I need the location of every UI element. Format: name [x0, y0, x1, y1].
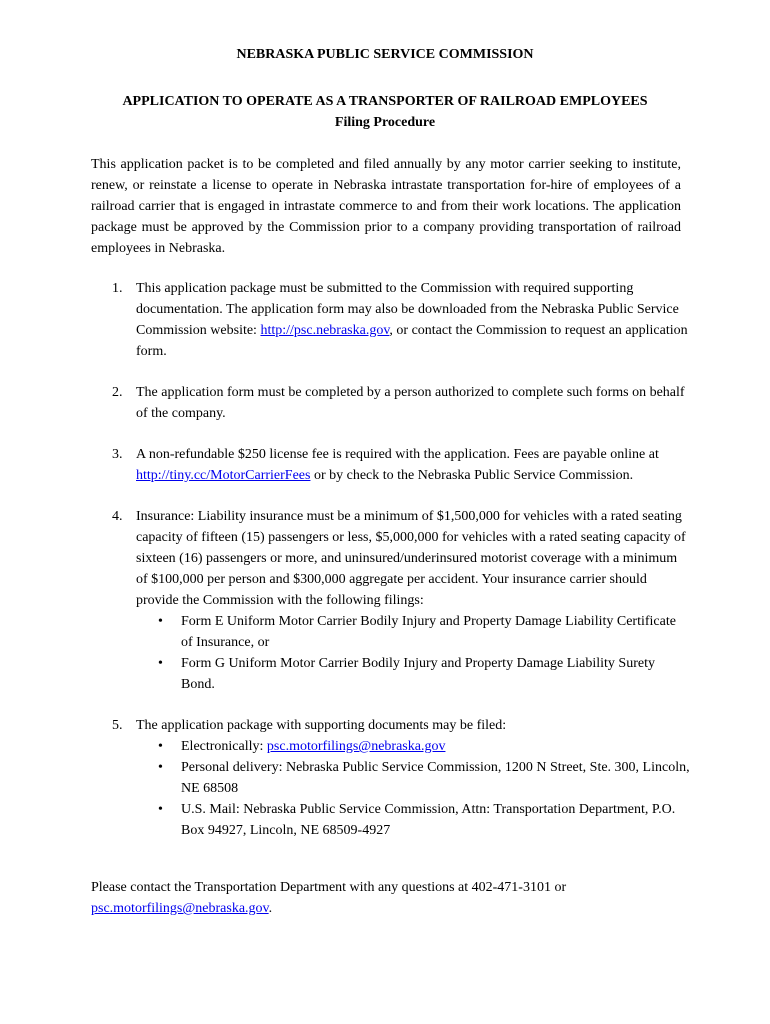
bullet-icon: • [158, 802, 163, 817]
bullet-text: Personal delivery: Nebraska Public Service Commission, 1200 N Street, Ste. 300, Lincoln, NE 68508 [181, 760, 690, 796]
item-text: A non-refundable $250 license fee is required with the application. Fees are payable online at [136, 447, 659, 462]
bullet-text: U.S. Mail: Nebraska Public Service Commission, Attn: Transportation Department, P.O. Box 94927, Lincoln, NE 68509-4927 [181, 802, 676, 838]
item-number: 4. [112, 509, 123, 524]
closing-period: . [268, 901, 273, 916]
item-text: , or contact the Commission to request an application form. [136, 323, 688, 359]
intro-paragraph: This application packet is to be completed and filed annually by any motor carrier seeking to institute, renew, or reinstate a license to operate in Nebraska intrastate transportation for-hire of employees of a railroad carrier that is engaged in intrastate commerce to and from their work locations. The application package must be approved by the Commission prior to a company providing transportation of railroad employees in Nebraska. [91, 157, 681, 256]
list-item [91, 444, 691, 486]
bullet-icon: • [158, 760, 163, 775]
list-item [91, 715, 691, 841]
list-item [91, 506, 691, 695]
bullet-text: Electronically: [181, 739, 267, 754]
fees-link[interactable]: http://tiny.cc/MotorCarrierFees [136, 468, 311, 483]
procedure-list [91, 278, 691, 861]
item-number: 1. [112, 281, 123, 296]
list-item [136, 736, 691, 757]
item-number: 3. [112, 447, 123, 462]
commission-heading: NEBRASKA PUBLIC SERVICE COMMISSION [236, 47, 534, 62]
document-subtitle: Filing Procedure [334, 115, 436, 130]
item-text: This application package must be submitted to the Commission with required supporting documentation. The application form may also be downloaded from the Nebraska Public Service Commission website: [136, 281, 679, 338]
list-item [136, 799, 691, 841]
psc-website-link[interactable]: http://psc.nebraska.gov [260, 323, 390, 338]
bullet-icon: • [158, 656, 163, 671]
bullet-text: Form E Uniform Motor Carrier Bodily Injury and Property Damage Liability Certificate of Insurance, or [181, 614, 676, 650]
bullet-icon: • [158, 739, 163, 754]
item-text: The application package with supporting documents may be filed: [136, 718, 507, 733]
item-text: or by check to the Nebraska Public Service Commission. [310, 468, 634, 483]
list-item [136, 757, 691, 799]
insurance-filings-list [136, 611, 691, 695]
closing-paragraph [91, 877, 691, 919]
email-link[interactable]: psc.motorfilings@nebraska.gov [266, 739, 446, 754]
list-item [136, 611, 691, 653]
item-text: Insurance: Liability insurance must be a minimum of $1,500,000 for vehicles with a rated seating capacity of fifteen (15) passengers or less, $5,000,000 for vehicles with a rated seating capacity of sixteen (16) passengers or more, and uninsured/underinsured motorist coverage with a minimum of $100,000 per person and $300,000 aggregate per accident. Your insurance carrier should provide the Commission with the following filings: [136, 509, 686, 608]
list-item [136, 653, 691, 695]
filing-methods-list [136, 736, 691, 841]
bullet-text: Form G Uniform Motor Carrier Bodily Injury and Property Damage Liability Surety Bond. [181, 656, 655, 692]
bullet-icon: • [158, 614, 163, 629]
item-number: 2. [112, 385, 123, 400]
document-title: APPLICATION TO OPERATE AS A TRANSPORTER OF RAILROAD EMPLOYEES [122, 94, 648, 109]
item-number: 5. [112, 718, 123, 733]
item-text: The application form must be completed by a person authorized to complete such forms on behalf of the company. [136, 385, 685, 421]
closing-text: Please contact the Transportation Department with any questions at 402-471-3101 or [91, 880, 567, 895]
list-item [91, 278, 691, 362]
closing-email-link[interactable]: psc.motorfilings@nebraska.gov [91, 901, 269, 916]
list-item [91, 382, 691, 424]
